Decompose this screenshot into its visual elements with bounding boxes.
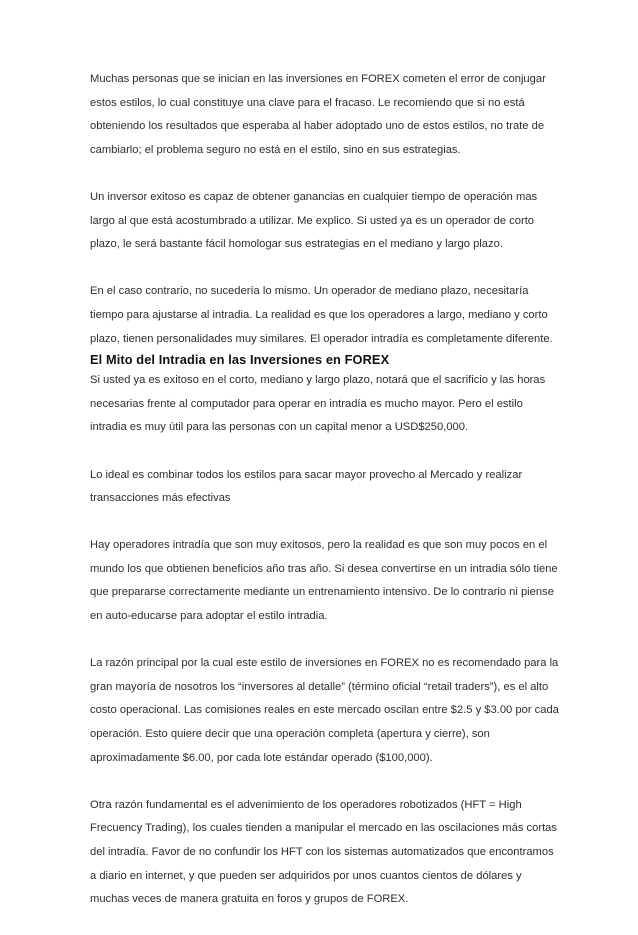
paragraph-intro-2: Un inversor exitoso es capaz de obtener ganancias en cualquier tiempo de operación mas largo al que está acostumbrado a utilizar. Me explico. Si usted ya es un operador de corto plazo, le será bastante fácil homologar sus estrategias en el mediano y largo plazo. (90, 190, 538, 251)
paragraph-section-3: Hay operadores intradía que son muy exitosos, pero la realidad es que son muy pocos en el mundo los que obtienen beneficios año tras año. Si desea convertirse en un intradia sólo tiene que prepararse correctamente mediante un entrenamiento intensivo. De lo contrario ni piense en auto-educarse para adoptar el estilo intradia. (90, 539, 558, 623)
paragraph-section-4: La razón principal por la cual este estilo de inversiones en FOREX no es recomendado para la gran mayoría de nosotros los “inversores al detalle” (término oficial “retail traders”), es el alto costo operacional. Las comisiones reales en este mercado oscilan entre $2.5 y $3.00 por cada operación. Esto quiere decir que una operación completa (apertura y cierre), son aproximadamente $6.00, por cada lote estándar operado ($100,000). (90, 657, 559, 764)
paragraph-section-5: Otra razón fundamental es el advenimiento de los operadores robotizados (HFT = High Frecuency Trading), los cuales tienden a manipular el mercado en las oscilaciones más cortas del intradía. Favor de no confundir los HFT con los sistemas automatizados que encontramos a diario en internet, y que pueden ser adquiridos por unos cuantos cientos de dólares y muchas veces de manera gratuita en foros y grupos de FOREX. (90, 798, 557, 906)
section-heading: El Mito del Intradia en las Inversiones en FOREX (90, 352, 390, 368)
paragraph-intro-3: En el caso contrario, no sucedería lo mismo. Un operador de mediano plazo, necesitaría tiempo para ajustarse al intradia. La realidad es que los operadores a largo, mediano y corto plazo, tienen personalidades muy similares. El operador intradía es completamente diferente. (90, 285, 553, 345)
paragraph-section-2: Lo ideal es combinar todos los estilos para sacar mayor provecho al Mercado y realizar transacciones más efectivas (90, 468, 523, 505)
paragraph-intro-1: Muchas personas que se inician en las inversiones en FOREX cometen el error de conjugar estos estilos, lo cual constituye una clave para el fracaso. Le recomiendo que si no está obteniendo los resultados que esperaba al haber adoptado uno de estos estilos, no trate de cambiarlo; el problema seguro no está en el estilo, sino en sus estrategias. (90, 73, 546, 156)
document-body (90, 68, 560, 935)
paragraph-section-1: Si usted ya es exitoso en el corto, mediano y largo plazo, notará que el sacrificio y las horas necesarias frente al computador para operar en intradía es mucho mayor. Pero el estilo intradia es muy útil para las personas con un capital menor a USD$250,000. (90, 374, 546, 434)
